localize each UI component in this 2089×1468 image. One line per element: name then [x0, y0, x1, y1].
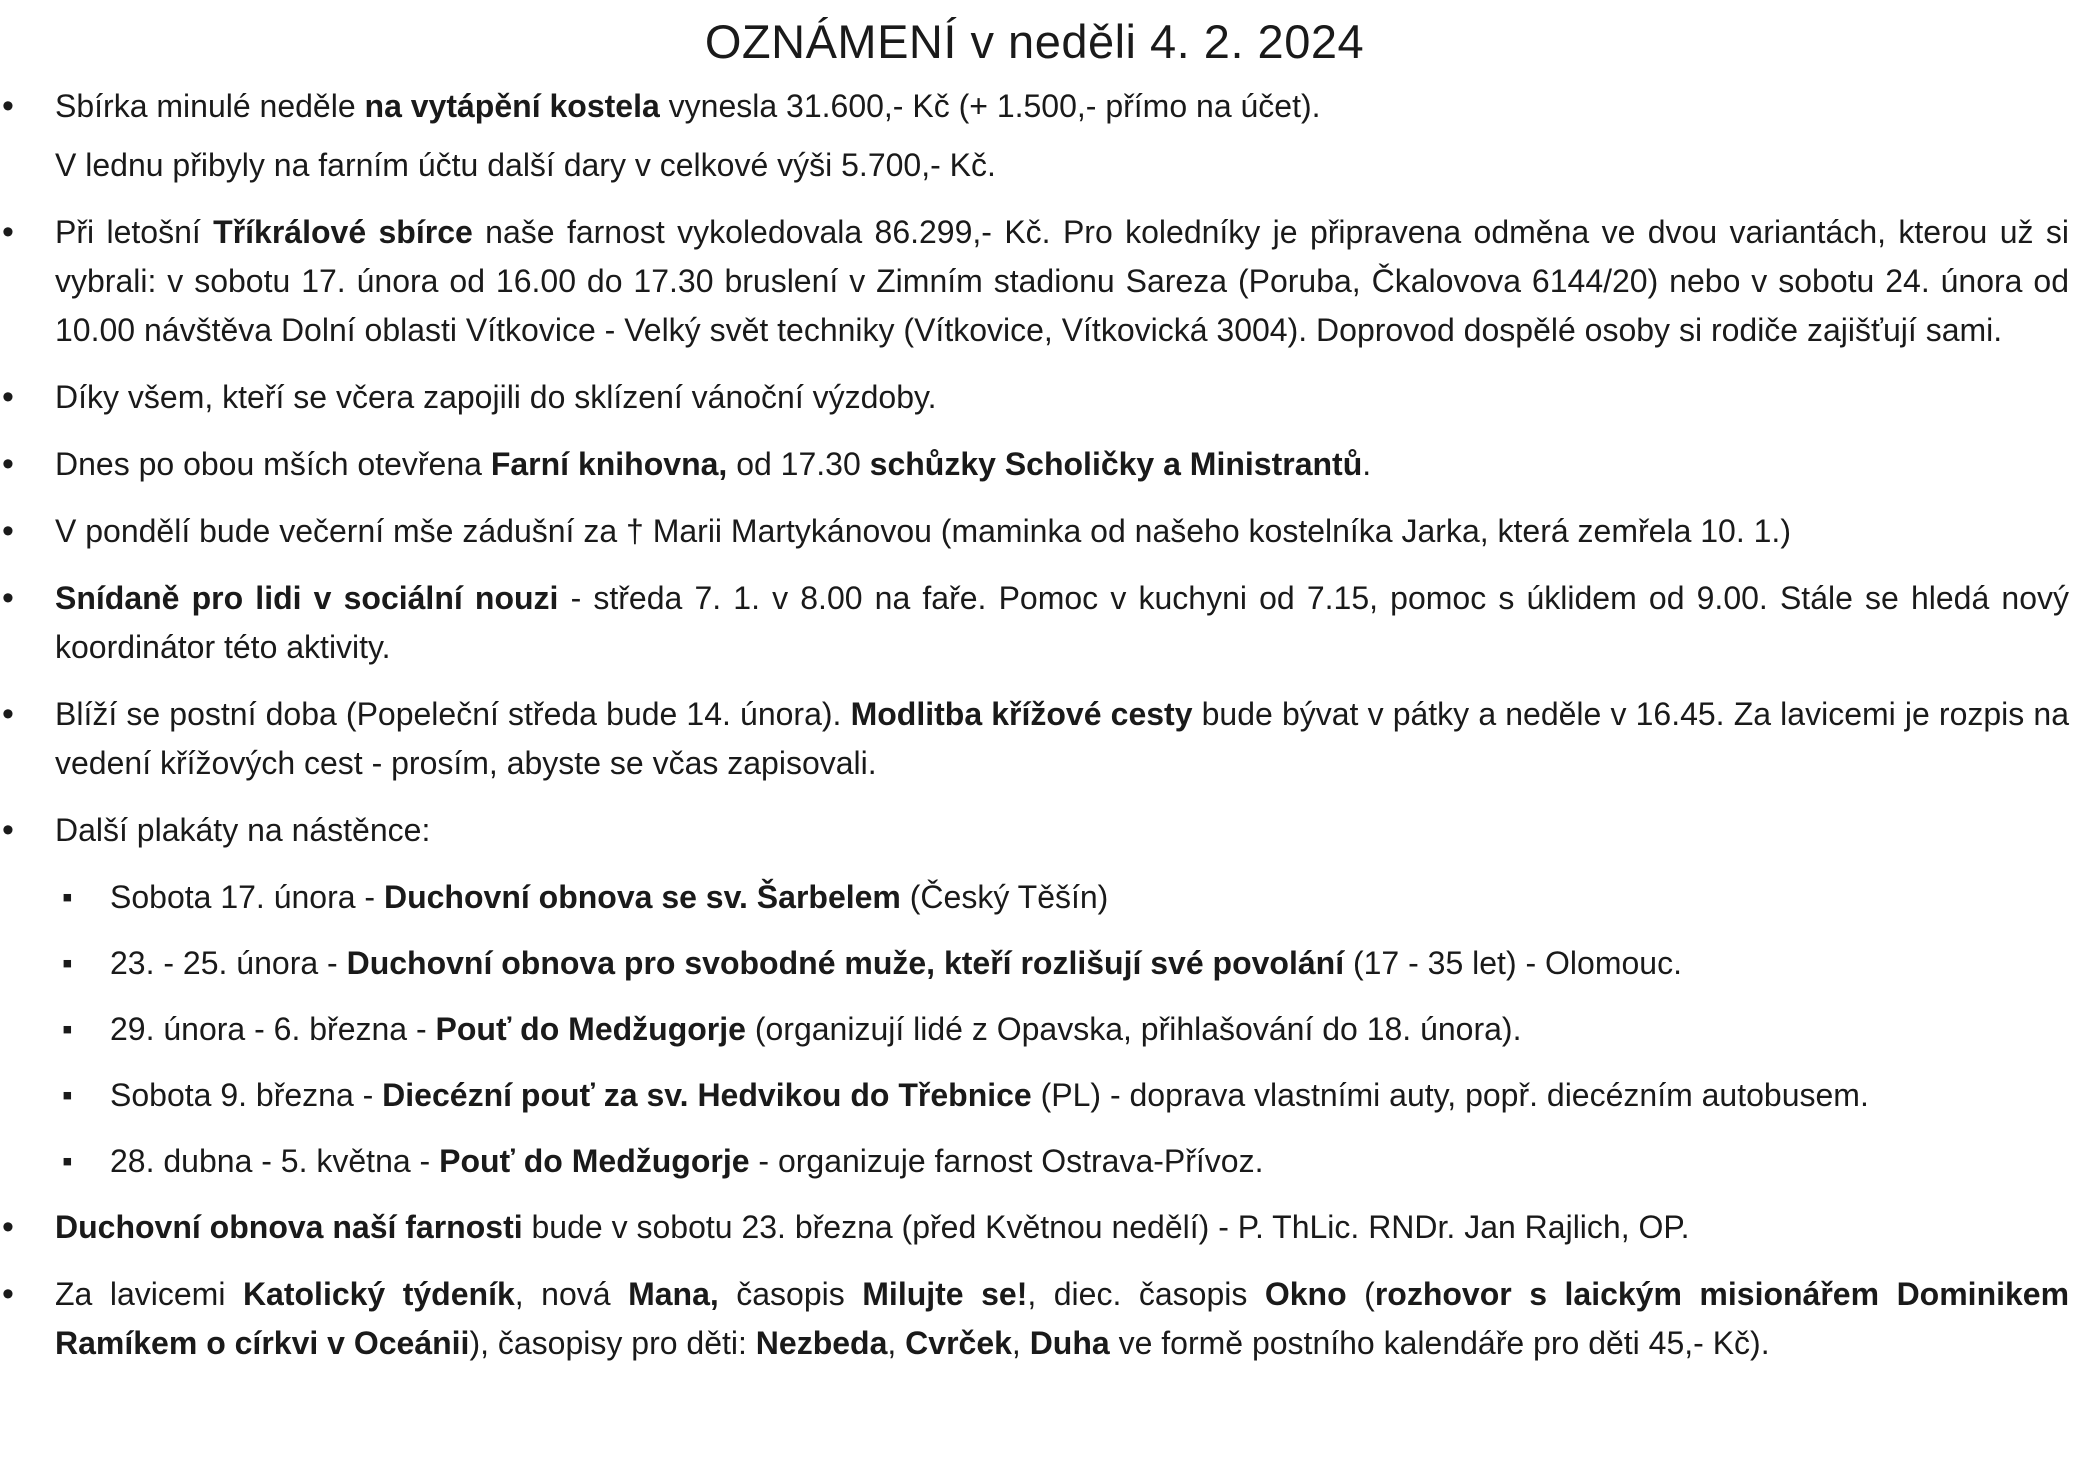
item-text: (17 - 35 let) - Olomouc. [1344, 945, 1682, 981]
item-text: Při letošní [55, 214, 214, 250]
item-emphasis: Milujte se! [862, 1276, 1028, 1312]
item-text: , [1011, 1325, 1030, 1361]
list-item [0, 574, 2069, 672]
item-emphasis: Duchovní obnova se sv. Šarbelem [383, 879, 901, 915]
list-item [0, 1203, 2069, 1252]
item-emphasis: Duchovní obnova pro svobodné muže, kteří rozlišují své povolání [346, 945, 1345, 981]
item-text: Sobota 9. března - [110, 1077, 383, 1113]
item-emphasis: Farní knihovna, [490, 446, 728, 482]
item-emphasis: Nezbeda [755, 1325, 888, 1361]
item-emphasis: Pouť do Medžugorje [439, 1143, 750, 1179]
item-text: . [1362, 446, 1372, 482]
item-text: Za lavicemi [55, 1276, 243, 1312]
item-text: - organizuje farnost Ostrava-Přívoz. [749, 1143, 1264, 1179]
item-emphasis: Modlitba křížové cesty [850, 696, 1193, 732]
item-text: bude bývat v pátky a neděle v 16.45. Za lavicemi je rozpis na vedení křížových cest - prosím, abyste se včas zapisovali. [55, 696, 2070, 781]
item-text: Sbírka minulé neděle [55, 88, 365, 124]
item-emphasis: Snídaně pro lidi v sociální nouzi [55, 580, 559, 616]
sub-list-item [0, 1071, 2069, 1120]
item-emphasis: Duchovní obnova naší farnosti [55, 1209, 523, 1245]
item-text: , [887, 1325, 906, 1361]
item-emphasis: Katolický týdeník [242, 1276, 515, 1312]
item-text: Dnes po obou mších otevřena [55, 446, 491, 482]
item-text: - středa 7. 1. v 8.00 na faře. Pomoc v kuchyni od 7.15, pomoc s úklidem od 9.00. Stále se hledá nový koordinátor této aktivity. [55, 580, 2070, 665]
item-text: od 17.30 [727, 446, 870, 482]
item-emphasis: Okno [1264, 1276, 1347, 1312]
list-item: • Další plakáty na nástěnce: [0, 806, 2069, 855]
item-emphasis: Cvrček [905, 1325, 1012, 1361]
item-emphasis: Pouť do Medžugorje [435, 1011, 746, 1047]
item-text: 28. dubna - 5. května - [110, 1143, 440, 1179]
item-text: časopis [718, 1276, 863, 1312]
item-emphasis: Tříkrálové sbírce [213, 214, 473, 250]
sub-list-item [0, 1137, 2069, 1186]
item-text: Blíží se postní doba (Popeleční středa bude 14. února). [55, 696, 851, 732]
page-title: OZNÁMENÍ v neděli 4. 2. 2024 [704, 15, 1365, 68]
item-text: ), časopisy pro děti: [469, 1325, 756, 1361]
item-text: vynesla 31.600,- Kč (+ 1.500,- přímo na účet). [659, 88, 1321, 124]
item-emphasis: Mana, [628, 1276, 719, 1312]
sub-list-item [0, 1005, 2069, 1054]
item-text: Sobota 17. února - [110, 879, 384, 915]
sub-list-item [0, 873, 2069, 922]
sub-list-item [0, 939, 2069, 988]
item-text: , diec. časopis [1027, 1276, 1265, 1312]
list-item [0, 82, 2069, 131]
item-text: ( [1346, 1276, 1375, 1312]
item-text: (Český Těšín) [900, 879, 1109, 915]
item-text: bude v sobotu 23. března (před Květnou nedělí) - P. ThLic. RNDr. Jan Rajlich, OP. [522, 1209, 1690, 1245]
item-text: 23. - 25. února - [110, 945, 347, 981]
list-item-continuation: V lednu přibyly na farním účtu další dary v celkové výši 5.700,- Kč. [55, 147, 996, 183]
list-item [0, 1270, 2069, 1368]
list-item [0, 208, 2069, 355]
list-item [0, 440, 2069, 489]
item-text: 29. února - 6. března - [110, 1011, 436, 1047]
list-item: • V pondělí bude večerní mše zádušní za † Marii Martykánovou (maminka od našeho kostelníka Jarka, která zemřela 10. 1.) [0, 507, 2069, 556]
item-text: , nová [514, 1276, 629, 1312]
item-emphasis: rozhovor s laickým misionářem Dominikem Ramíkem o církvi v Oceánii [55, 1276, 2070, 1361]
item-text: ve formě postního kalendáře pro děti 45,- Kč). [1109, 1325, 1770, 1361]
item-text: naše farnost vykoledovala 86.299,- Kč. Pro koledníky je připravena odměna ve dvou variantách, kterou už si vybrali: v sobotu 17. února od 16.00 do 17.30 bruslení v Zimním stadionu Sareza (Poruba, Čkalovova 6144/20) nebo v sobotu 24. února od 10.00 návštěva Dolní oblasti Vítkovice - Velký svět techniky (Vítkovice, Vítkovická 3004). Doprovod dospělé osoby si rodiče zajišťují sami. [55, 214, 2070, 348]
item-text: (PL) - doprava vlastními auty, popř. diecézním autobusem. [1031, 1077, 1869, 1113]
item-emphasis: schůzky Scholičky a Ministrantů [869, 446, 1363, 482]
list-item [0, 690, 2069, 788]
item-emphasis: Diecézní pouť za sv. Hedvikou do Třebnice [382, 1077, 1032, 1113]
list-item: • Díky všem, kteří se včera zapojili do sklízení vánoční výzdoby. [0, 373, 2069, 422]
item-emphasis: na vytápění kostela [364, 88, 660, 124]
item-text: (organizují lidé z Opavska, přihlašování do 18. února). [745, 1011, 1522, 1047]
item-emphasis: Duha [1029, 1325, 1110, 1361]
